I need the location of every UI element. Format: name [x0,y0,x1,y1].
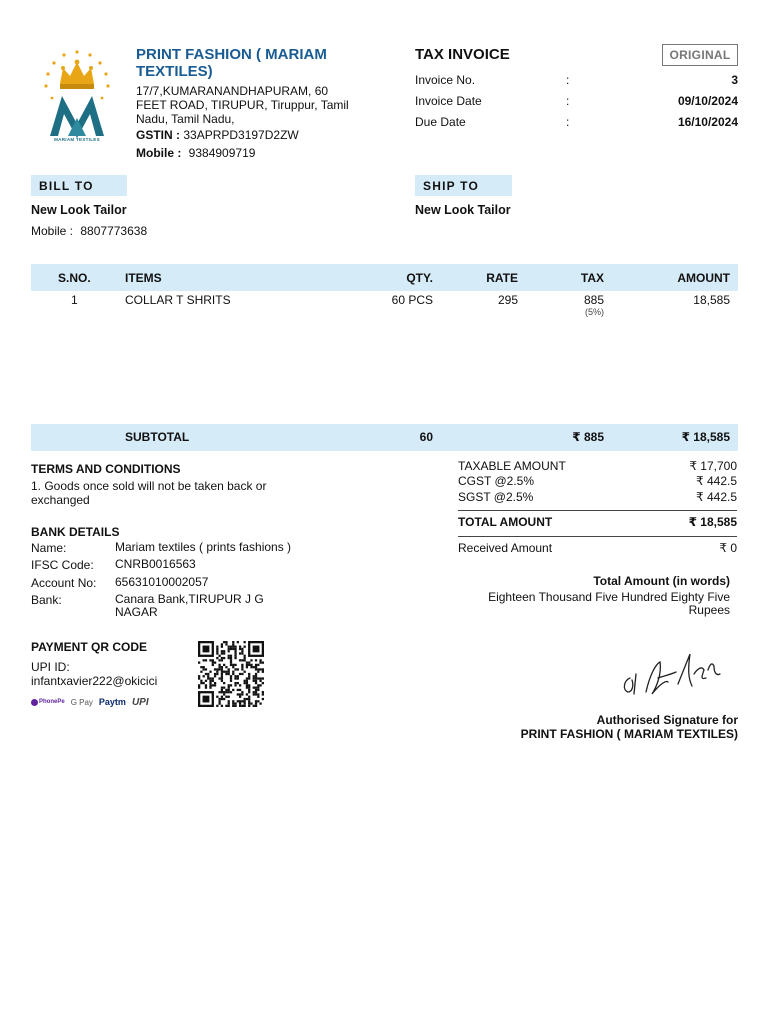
mobile-label: Mobile : [136,146,182,160]
mobile-value: 9384909719 [188,146,256,160]
logo-text: MARIAM TEXTILES [54,137,100,142]
bill-to-heading: BILL TO [31,175,127,196]
sgst-label: SGST @2.5% [458,490,534,504]
terms-title: TERMS AND CONDITIONS [31,462,181,476]
meta-label: Due Date [415,115,466,129]
bill-to-name: New Look Tailor [31,203,127,217]
payment-app-logos [31,695,183,709]
account-label: Account No: [31,576,97,590]
received-label: Received Amount [458,541,553,555]
phonepe-label: PhonePe [39,699,65,705]
sgst-row [458,490,737,504]
upi-id: infantxavier222@okicici [31,674,158,688]
ship-to-name: New Look Tailor [415,203,511,217]
row-rate: 295 [497,293,518,307]
terms-text: 1. Goods once sold will not be taken back or exchanged [31,479,267,507]
invoice-title: TAX INVOICE [415,46,510,63]
company-mobile [136,146,255,160]
cgst-label: CGST @2.5% [458,474,534,488]
totals-divider [458,510,737,511]
paytm-icon: Paytm [98,697,126,707]
gstin-value: 33APRPD3197D2ZW [183,128,299,142]
company-gstin [136,128,299,142]
invoice-date-row [415,94,738,110]
authorised-signature [440,713,738,741]
signature-image [616,644,728,704]
bill-to-mobile [31,224,147,238]
subtotal-amount: ₹ 18,585 [681,430,730,444]
amount-in-words-title: Total Amount (in words) [593,574,730,588]
upi-icon: UPI [131,696,149,708]
signature-line-2: PRINT FASHION ( MARIAM TEXTILES) [520,727,738,741]
total-value: ₹ 18,585 [688,515,737,529]
qr-code-icon[interactable] [197,641,265,707]
col-amount: AMOUNT [677,271,730,285]
bank-value: Canara Bank,TIRUPUR J G NAGAR [115,592,264,619]
subtotal-qty: 60 [419,430,433,444]
meta-value: 3 [731,73,738,87]
col-rate: RATE [486,271,518,285]
ifsc-value: CNRB0016563 [115,557,196,571]
meta-value: 16/10/2024 [677,115,738,129]
gstin-label: GSTIN : [136,128,180,142]
original-badge: ORIGINAL [662,44,738,66]
bill-to-mobile-label: Mobile : [31,224,74,238]
payment-qr-title: PAYMENT QR CODE [31,640,148,654]
table-row [31,293,738,323]
ifsc-label: IFSC Code: [31,558,94,572]
meta-colon: : [566,115,570,129]
subtotal-tax: ₹ 885 [572,430,604,444]
bill-to-mobile-value: 8807773638 [80,224,148,238]
col-items: ITEMS [125,271,162,285]
items-table-header [31,264,738,291]
upi-label: UPI ID: [31,660,70,674]
sgst-value: ₹ 442.5 [696,490,737,504]
ship-to-heading: SHIP TO [415,175,512,196]
meta-colon: : [566,94,570,108]
col-qty: QTY. [406,271,433,285]
taxable-label: TAXABLE AMOUNT [458,459,566,473]
due-date-row [415,115,738,131]
col-tax: TAX [580,271,604,285]
gpay-icon: G Pay [70,697,93,707]
invoice-number-row [415,73,738,89]
meta-label: Invoice Date [415,94,482,108]
cgst-row [458,474,737,488]
meta-label: Invoice No. [415,73,476,87]
phonepe-icon [31,699,65,706]
row-tax: 885 [583,293,604,307]
amount-in-words: Eighteen Thousand Five Hundred Eighty Five Rupees [488,590,730,617]
total-label: TOTAL AMOUNT [458,515,553,529]
row-amount: 18,585 [693,293,730,307]
meta-value: 09/10/2024 [677,94,738,108]
subtotal-row [31,424,738,451]
company-name: PRINT FASHION ( MARIAM TEXTILES) [136,46,327,80]
received-amount-row [458,541,737,555]
cgst-value: ₹ 442.5 [696,474,737,488]
received-value: ₹ 0 [719,541,737,555]
signature-line-1: Authorised Signature for [596,713,738,727]
row-item: COLLAR T SHRITS [125,293,231,307]
totals-divider [458,536,737,537]
account-value: 65631010002057 [115,575,209,589]
row-sno: 1 [71,293,78,307]
company-logo [38,46,116,146]
subtotal-label: SUBTOTAL [125,430,190,444]
bank-name-label: Name: [31,541,67,555]
col-sno: S.NO. [58,271,91,285]
bank-label: Bank: [31,593,62,607]
taxable-value: ₹ 17,700 [689,459,737,473]
row-qty: 60 PCS [391,293,433,307]
bank-name-value: Mariam textiles ( prints fashions ) [115,540,292,554]
row-tax-percent: (5%) [584,307,604,317]
taxable-amount-row [458,459,737,473]
total-amount-row [458,515,737,529]
company-address: 17/7,KUMARANANDHAPURAM, 60 FEET ROAD, TIRUPUR, Tiruppur, Tamil Nadu, Tamil Nadu, [136,84,349,126]
bank-details-title: BANK DETAILS [31,525,120,539]
meta-colon: : [566,73,570,87]
